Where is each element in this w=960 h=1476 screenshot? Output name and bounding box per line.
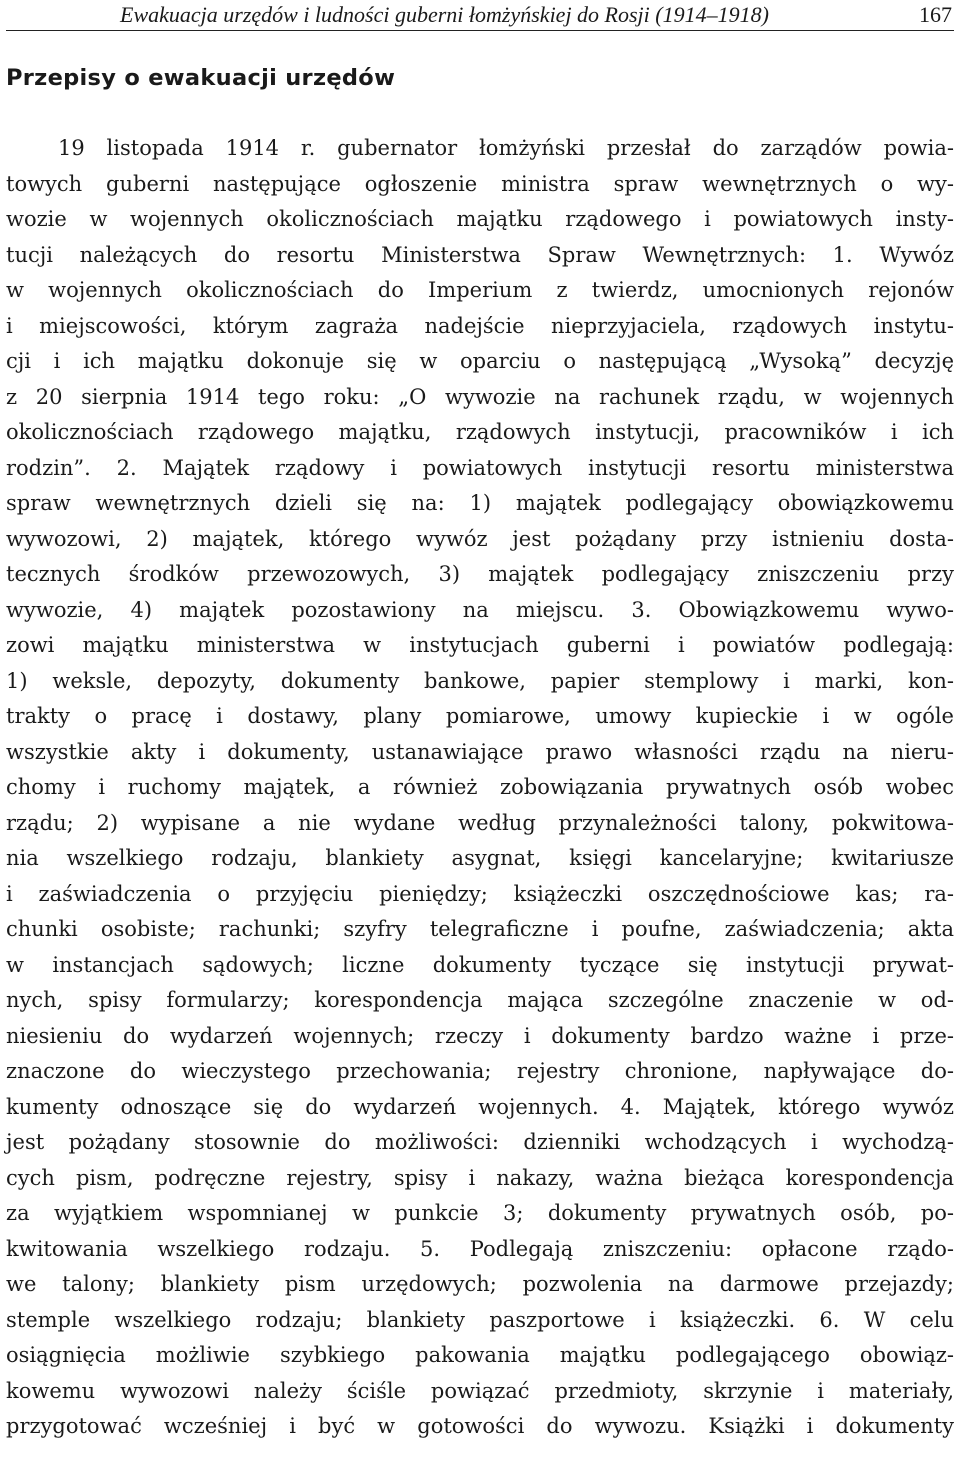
- text-line: osiągnięcia możliwie szybkiego pakowania majątku podlegającego obowiąz-: [6, 1343, 954, 1367]
- text-line: spraw wewnętrznych dzieli się na: 1) majątek podlegający obowiązkowemu: [6, 491, 954, 515]
- text-line: rodzin”. 2. Majątek rządowy i powiatowych instytucji resortu ministerstwa: [6, 455, 954, 480]
- text-line: 1) weksle, depozyty, dokumenty bankowe, papier stemplowy i marki, kon-: [6, 668, 954, 693]
- text-line: cych pism, podręczne rejestry, spisy i nakazy, ważna bieżąca korespondencja: [6, 1165, 954, 1190]
- text-line: przygotować wcześniej i być w gotowości do wywozu. Książki i dokumenty: [6, 1414, 954, 1438]
- text-line: towych guberni następujące ogłoszenie ministra spraw wewnętrznych o wy-: [6, 171, 954, 196]
- text-line: niesieniu do wydarzeń wojennych; rzeczy i dokumenty bardzo ważne i prze-: [6, 1023, 954, 1048]
- text-line: tucji należących do resortu Ministerstwa Spraw Wewnętrznych: 1. Wywóz: [6, 242, 954, 267]
- text-line: we talony; blankiety pism urzędowych; pozwolenia na darmowe przejazdy;: [6, 1272, 954, 1296]
- text-line: kwitowania wszelkiego rodzaju. 5. Podlegają zniszczeniu: opłacone rządo-: [6, 1236, 954, 1261]
- text-line: tecznych środków przewozowych, 3) majątek podlegający zniszczeniu przy: [6, 562, 954, 586]
- text-line: 19 listopada 1914 r. gubernator łomżyński przesłał do zarządów powia-: [58, 136, 954, 160]
- text-line: wszystkie akty i dokumenty, ustanawiające prawo własności rządu na nieru-: [6, 739, 954, 764]
- text-line: i miejscowości, którym zagraża nadejście nieprzyjaciela, rządowych instytu-: [6, 313, 954, 338]
- running-header: [6, 0, 954, 31]
- text-line: rządu; 2) wypisane a nie wydane według przynależności talony, pokwitowa-: [6, 810, 954, 835]
- running-title: Ewakuacja urzędów i ludności guberni łomżyńskiej do Rosji (1914–1918): [120, 2, 769, 27]
- text-line: stemple wszelkiego rodzaju; blankiety paszportowe i książeczki. 6. W celu: [6, 1307, 954, 1332]
- text-line: w wojennych okolicznościach do Imperium z twierdz, umocnionych rejonów: [6, 278, 954, 302]
- body-paragraph: [6, 131, 954, 1445]
- text-line: z 20 sierpnia 1914 tego roku: „O wywozie na rachunek rządu, w wojennych: [6, 384, 954, 409]
- text-line: chunki osobiste; rachunki; szyfry telegraficzne i poufne, zaświadczenia; akta: [6, 917, 954, 941]
- page-number: 167: [919, 2, 952, 27]
- text-line: okolicznościach rządowego majątku, rządowych instytucji, pracowników i ich: [6, 420, 954, 444]
- text-line: i zaświadczenia o przyjęciu pieniędzy; książeczki oszczędnościowe kas; ra-: [6, 881, 954, 906]
- text-line: nych, spisy formularzy; korespondencja mająca szczególne znaczenie w od-: [6, 988, 954, 1012]
- text-line: zowi majątku ministerstwa w instytucjach guberni i powiatów podlegają:: [6, 633, 954, 657]
- text-line: trakty o pracę i dostawy, plany pomiarowe, umowy kupieckie i w ogóle: [6, 704, 954, 728]
- text-line: nia wszelkiego rodzaju, blankiety asygnat, księgi kancelaryjne; kwitariusze: [6, 846, 954, 870]
- text-line: chomy i ruchomy majątek, a również zobowiązania prywatnych osób wobec: [6, 775, 954, 799]
- text-line: wozie w wojennych okolicznościach majątku rządowego i powiatowych insty-: [6, 207, 954, 231]
- page: [6, 0, 954, 1445]
- text-line: cji i ich majątku dokonuje się w oparciu o następującą „Wysoką” decyzję: [6, 349, 954, 373]
- text-line: kumenty odnoszące się do wydarzeń wojennych. 4. Majątek, którego wywóz: [6, 1094, 954, 1119]
- text-line: znaczone do wieczystego przechowania; rejestry chronione, napływające do-: [6, 1059, 954, 1083]
- text-line: w instancjach sądowych; liczne dokumenty tyczące się instytucji prywat-: [6, 952, 954, 977]
- text-line: jest pożądany stosownie do możliwości: dzienniki wchodzących i wychodzą-: [6, 1130, 954, 1154]
- text-line: kowemu wywozowi należy ściśle powiązać przedmioty, skrzynie i materiały,: [6, 1378, 954, 1403]
- text-line: wywozowi, 2) majątek, którego wywóz jest pożądany przy istnieniu dosta-: [6, 526, 954, 551]
- text-line: za wyjątkiem wspomnianej w punkcie 3; dokumenty prywatnych osób, po-: [6, 1201, 954, 1225]
- text-line: wywozie, 4) majątek pozostawiony na miejscu. 3. Obowiązkowemu wywo-: [6, 597, 954, 622]
- section-title: Przepisy o ewakuacji urzędów: [6, 65, 396, 91]
